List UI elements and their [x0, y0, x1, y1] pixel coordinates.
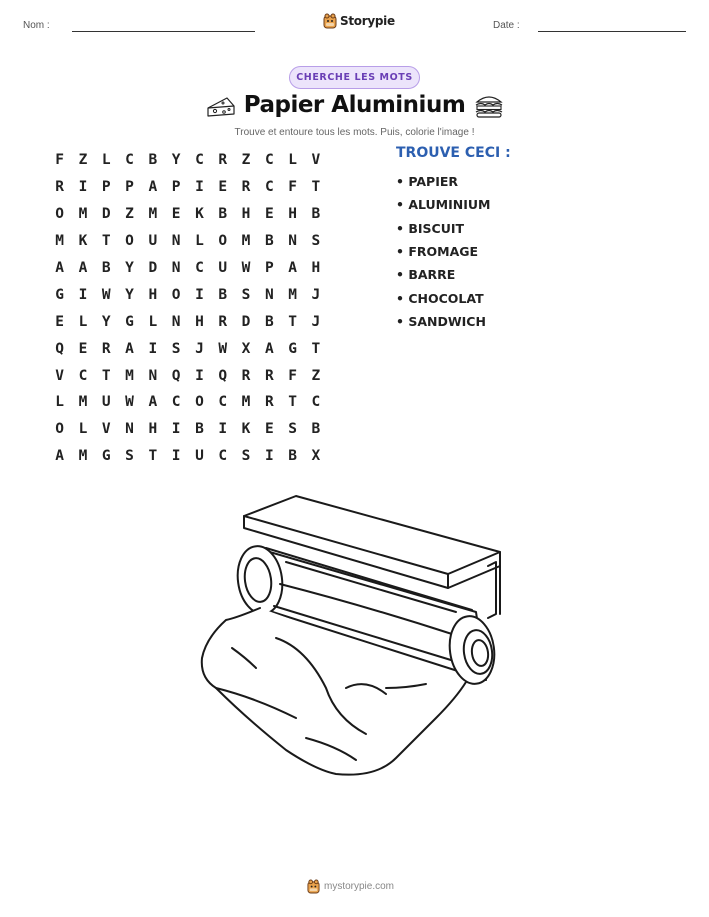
grid-letter[interactable]: B: [311, 206, 321, 223]
grid-letter[interactable]: G: [125, 313, 134, 330]
grid-letter[interactable]: L: [55, 394, 65, 411]
grid-letter[interactable]: I: [78, 179, 88, 196]
brand: [323, 13, 395, 29]
name-line[interactable]: [72, 31, 255, 32]
grid-letter[interactable]: X: [311, 448, 321, 465]
grid-row: [48, 389, 328, 416]
grid-letter[interactable]: B: [101, 260, 111, 276]
grid-letter[interactable]: V: [101, 421, 111, 438]
grid-letter[interactable]: R: [241, 367, 251, 384]
grid-letter[interactable]: I: [148, 340, 158, 357]
grid-letter[interactable]: C: [171, 394, 181, 411]
foil-dispenser-illustration: [196, 488, 516, 778]
grid-letter[interactable]: I: [171, 421, 181, 438]
grid-letter[interactable]: C: [78, 367, 88, 384]
word-item: • FROMAGE: [396, 244, 479, 260]
grid-letter[interactable]: N: [125, 421, 134, 438]
word-search-grid: [48, 147, 328, 470]
instructions: Trouve et entoure tous les mots. Puis, colorie l'image !: [234, 127, 475, 138]
grid-letter[interactable]: V: [311, 152, 321, 169]
grid-letter[interactable]: Z: [311, 367, 321, 384]
grid-letter[interactable]: Q: [55, 340, 65, 357]
grid-row: [48, 147, 328, 174]
grid-row: [48, 281, 328, 308]
footer-url[interactable]: mystorypie.com: [324, 881, 395, 892]
grid-letter[interactable]: C: [218, 394, 228, 411]
grid-letter[interactable]: S: [288, 421, 297, 438]
grid-letter[interactable]: E: [264, 421, 274, 438]
grid-letter[interactable]: Z: [241, 152, 251, 169]
grid-letter[interactable]: M: [241, 233, 251, 250]
grid-row: [48, 228, 328, 255]
grid-letter[interactable]: I: [171, 448, 181, 465]
grid-letter[interactable]: J: [311, 313, 321, 330]
grid-letter[interactable]: P: [264, 260, 274, 276]
grid-letter[interactable]: L: [78, 421, 88, 438]
grid-letter[interactable]: N: [171, 313, 181, 330]
grid-letter[interactable]: X: [241, 340, 251, 357]
grid-letter[interactable]: H: [241, 206, 251, 223]
grid-letter[interactable]: A: [55, 260, 65, 276]
grid-letter[interactable]: U: [101, 394, 111, 411]
grid-letter[interactable]: S: [241, 286, 251, 303]
grid-letter[interactable]: E: [55, 313, 65, 330]
brand-name: Storypie: [340, 14, 395, 28]
grid-row: [48, 362, 328, 389]
grid-letter[interactable]: F: [288, 179, 297, 196]
grid-letter[interactable]: Y: [125, 260, 134, 276]
grid-row: [48, 335, 328, 362]
grid-letter[interactable]: I: [218, 421, 228, 438]
grid-letter[interactable]: B: [218, 206, 228, 223]
date-line[interactable]: [538, 31, 686, 32]
grid-letter[interactable]: F: [288, 367, 297, 384]
grid-letter[interactable]: T: [288, 313, 297, 330]
word-item: • PAPIER: [396, 174, 459, 190]
grid-row: [48, 308, 328, 335]
word-list: [396, 170, 490, 333]
grid-letter[interactable]: A: [125, 340, 134, 357]
grid-letter[interactable]: H: [288, 206, 297, 223]
grid-row: [48, 255, 328, 282]
grid-letter[interactable]: I: [195, 286, 204, 303]
grid-letter[interactable]: I: [264, 448, 274, 465]
grid-letter[interactable]: D: [101, 206, 111, 223]
grid-letter[interactable]: H: [311, 260, 321, 276]
grid-letter[interactable]: R: [218, 313, 228, 330]
grid-letter[interactable]: Y: [125, 286, 134, 303]
footer: [307, 879, 394, 894]
grid-letter[interactable]: L: [195, 233, 204, 250]
words-title: TROUVE CECI :: [396, 145, 511, 161]
grid-letter[interactable]: Z: [125, 206, 134, 223]
grid-letter[interactable]: C: [264, 179, 274, 196]
grid-letter[interactable]: B: [218, 286, 228, 303]
grid-letter[interactable]: H: [148, 286, 158, 303]
word-item: • ALUMINIUM: [396, 197, 491, 213]
grid-letter[interactable]: N: [264, 286, 274, 303]
grid-letter[interactable]: O: [55, 421, 65, 438]
grid-letter[interactable]: A: [78, 260, 88, 276]
grid-letter[interactable]: E: [264, 206, 274, 223]
grid-letter[interactable]: O: [171, 286, 181, 303]
grid-letter[interactable]: B: [148, 152, 158, 169]
grid-letter[interactable]: P: [171, 179, 181, 196]
grid-letter[interactable]: M: [148, 206, 158, 223]
grid-letter[interactable]: Y: [171, 152, 181, 169]
grid-letter[interactable]: O: [218, 233, 228, 250]
page-title: Papier Aluminium: [243, 92, 466, 118]
grid-letter[interactable]: D: [241, 313, 251, 330]
grid-letter[interactable]: O: [195, 394, 204, 411]
grid-letter[interactable]: H: [195, 313, 204, 330]
grid-letter[interactable]: C: [125, 152, 134, 169]
grid-letter[interactable]: V: [55, 367, 65, 384]
grid-letter[interactable]: B: [264, 313, 274, 330]
grid-letter[interactable]: M: [55, 233, 65, 250]
grid-letter[interactable]: Y: [101, 313, 111, 330]
grid-letter[interactable]: K: [195, 206, 204, 223]
name-label: Nom :: [23, 20, 50, 31]
activity-badge: CHERCHE LES MOTS: [289, 66, 420, 89]
grid-letter[interactable]: B: [264, 233, 274, 250]
grid-letter[interactable]: S: [125, 448, 134, 465]
word-item: • BARRE: [396, 267, 456, 283]
grid-letter[interactable]: F: [55, 152, 65, 169]
grid-letter[interactable]: G: [101, 448, 111, 465]
grid-letter[interactable]: J: [311, 286, 321, 303]
grid-letter[interactable]: M: [78, 206, 88, 223]
grid-letter[interactable]: B: [311, 421, 321, 438]
grid-letter[interactable]: W: [241, 260, 251, 276]
grid-letter[interactable]: P: [125, 179, 134, 196]
grid-letter[interactable]: J: [195, 340, 204, 357]
storypie-logo-icon: [307, 879, 320, 894]
grid-row: [48, 174, 328, 201]
grid-letter[interactable]: G: [288, 340, 297, 357]
grid-letter[interactable]: I: [195, 179, 204, 196]
grid-letter[interactable]: N: [148, 367, 158, 384]
grid-letter[interactable]: U: [195, 448, 204, 465]
grid-letter[interactable]: N: [171, 233, 181, 250]
grid-letter[interactable]: R: [218, 152, 228, 169]
grid-letter[interactable]: M: [241, 394, 251, 411]
grid-letter[interactable]: K: [78, 233, 88, 250]
grid-letter[interactable]: R: [264, 367, 274, 384]
grid-letter[interactable]: U: [148, 233, 158, 250]
grid-letter[interactable]: T: [288, 394, 297, 411]
grid-letter[interactable]: M: [288, 286, 297, 303]
grid-letter[interactable]: A: [264, 340, 274, 357]
grid-letter[interactable]: I: [195, 367, 204, 384]
grid-letter[interactable]: C: [218, 448, 228, 465]
word-item: • BISCUIT: [396, 220, 465, 236]
grid-letter[interactable]: N: [288, 233, 297, 250]
grid-letter[interactable]: U: [218, 260, 228, 276]
grid-letter[interactable]: A: [288, 260, 297, 276]
grid-letter[interactable]: A: [148, 394, 158, 411]
grid-letter[interactable]: E: [218, 179, 228, 196]
grid-letter[interactable]: C: [195, 152, 204, 169]
grid-row: [48, 201, 328, 228]
grid-letter[interactable]: S: [241, 448, 251, 465]
grid-letter[interactable]: T: [311, 179, 321, 196]
grid-letter[interactable]: L: [288, 152, 297, 169]
storypie-logo-icon: [323, 13, 337, 29]
grid-letter[interactable]: I: [78, 286, 88, 303]
sandwich-icon: [473, 92, 505, 120]
grid-letter[interactable]: P: [101, 179, 111, 196]
grid-letter[interactable]: C: [311, 394, 321, 411]
grid-row: [48, 443, 328, 470]
grid-letter[interactable]: E: [171, 206, 181, 223]
grid-letter[interactable]: T: [101, 233, 111, 250]
grid-letter[interactable]: W: [218, 340, 228, 357]
grid-letter[interactable]: C: [264, 152, 274, 169]
grid-row: [48, 416, 328, 443]
grid-letter[interactable]: B: [288, 448, 297, 465]
grid-letter[interactable]: C: [195, 260, 204, 276]
grid-letter[interactable]: L: [78, 313, 88, 330]
date-label: Date :: [493, 20, 520, 31]
grid-letter[interactable]: W: [101, 286, 111, 303]
grid-letter[interactable]: R: [101, 340, 111, 357]
grid-letter[interactable]: L: [101, 152, 111, 169]
grid-letter[interactable]: T: [311, 340, 321, 357]
grid-letter[interactable]: R: [264, 394, 274, 411]
grid-letter[interactable]: A: [148, 179, 158, 196]
grid-letter[interactable]: S: [311, 233, 321, 250]
word-item: • CHOCOLAT: [396, 290, 484, 306]
grid-letter[interactable]: D: [148, 260, 158, 276]
grid-letter[interactable]: Z: [78, 152, 88, 169]
grid-letter[interactable]: T: [101, 367, 111, 384]
grid-letter[interactable]: M: [125, 367, 134, 384]
grid-letter[interactable]: O: [55, 206, 65, 223]
grid-letter[interactable]: W: [125, 394, 134, 411]
grid-letter[interactable]: B: [195, 421, 204, 438]
grid-letter[interactable]: T: [148, 448, 158, 465]
grid-letter[interactable]: R: [241, 179, 251, 196]
grid-letter[interactable]: G: [55, 286, 65, 303]
grid-letter[interactable]: K: [241, 421, 251, 438]
grid-letter[interactable]: H: [148, 421, 158, 438]
grid-letter[interactable]: M: [78, 394, 88, 411]
word-item: • SANDWICH: [396, 313, 486, 329]
grid-letter[interactable]: R: [55, 179, 65, 196]
grid-letter[interactable]: A: [55, 448, 65, 465]
grid-letter[interactable]: O: [125, 233, 134, 250]
grid-letter[interactable]: Q: [171, 367, 181, 384]
grid-letter[interactable]: S: [171, 340, 181, 357]
grid-letter[interactable]: L: [148, 313, 158, 330]
grid-letter[interactable]: M: [78, 448, 88, 465]
grid-letter[interactable]: N: [171, 260, 181, 276]
grid-letter[interactable]: Q: [218, 367, 228, 384]
grid-letter[interactable]: E: [78, 340, 88, 357]
